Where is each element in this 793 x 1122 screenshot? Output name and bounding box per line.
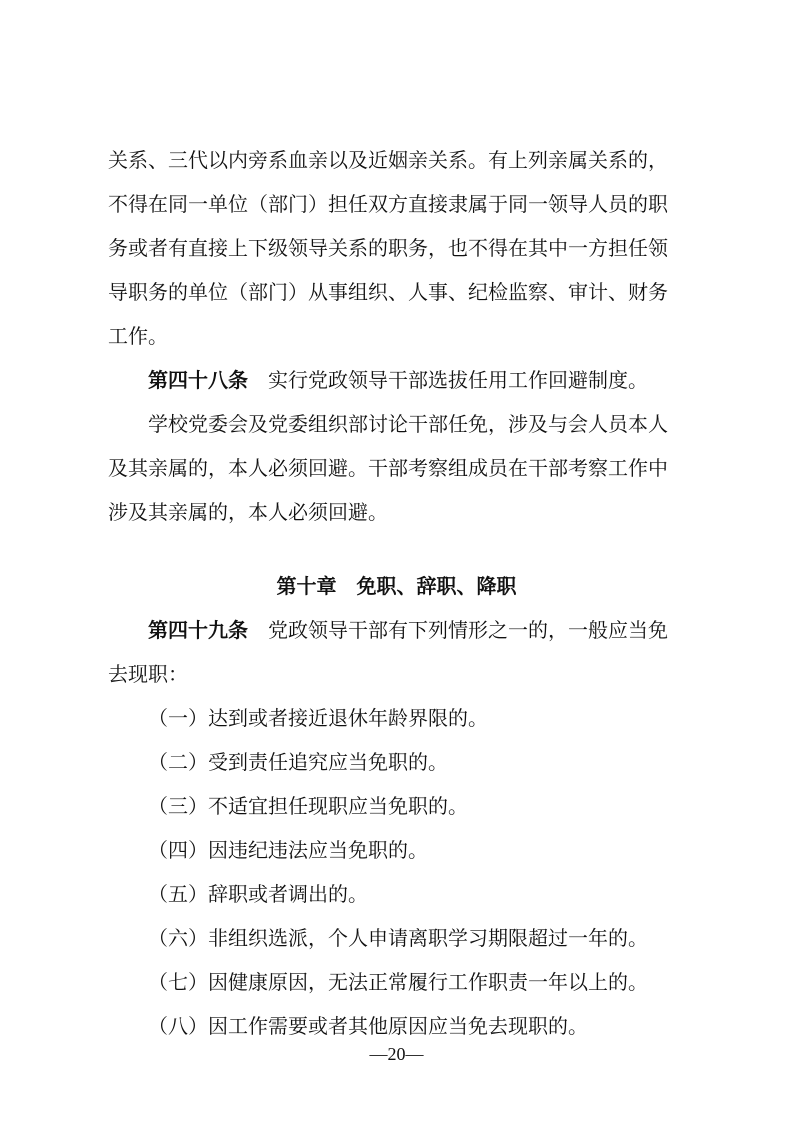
article-49-title: 第四十九条 <box>148 618 248 642</box>
list-item: （三）不适宜担任现职应当免职的。 <box>148 794 468 818</box>
list-item: （二）受到责任追究应当免职的。 <box>148 750 448 774</box>
text-line: 涉及其亲属的，本人必须回避。 <box>108 500 388 524</box>
text-line: 去现职： <box>108 662 188 686</box>
article-49-text: 党政领导干部有下列情形之一的，一般应当免 <box>268 618 668 642</box>
list-item: （八）因工作需要或者其他原因应当免去现职的。 <box>148 1014 588 1038</box>
list-item: （一）达到或者接近退休年龄界限的。 <box>148 706 488 730</box>
list-item: （七）因健康原因，无法正常履行工作职责一年以上的。 <box>148 970 648 994</box>
article-49 <box>148 616 668 644</box>
list-item: （四）因违纪违法应当免职的。 <box>148 838 428 862</box>
chapter-heading: 第十章 免职、辞职、降职 <box>276 574 517 598</box>
list-item: （六）非组织选派，个人申请离职学习期限超过一年的。 <box>148 926 648 950</box>
text-line: 务或者有直接上下级领导关系的职务，也不得在其中一方担任领 <box>108 236 668 260</box>
page-number: —20— <box>369 1044 424 1064</box>
text-line: 关系、三代以内旁系血亲以及近姻亲关系。有上列亲属关系的， <box>108 148 668 172</box>
list-item: （五）辞职或者调出的。 <box>148 882 368 906</box>
text-line: 不得在同一单位（部门）担任双方直接隶属于同一领导人员的职 <box>108 192 668 216</box>
article-48-title: 第四十八条 <box>148 368 248 392</box>
article-48-text: 实行党政领导干部选拔任用工作回避制度。 <box>268 368 648 392</box>
text-line: 工作。 <box>108 324 168 348</box>
text-line: 及其亲属的，本人必须回避。干部考察组成员在干部考察工作中 <box>108 456 668 480</box>
text-line: 学校党委会及党委组织部讨论干部任免，涉及与会人员本人 <box>148 412 668 436</box>
text-line: 导职务的单位（部门）从事组织、人事、纪检监察、审计、财务 <box>108 280 668 304</box>
article-48 <box>148 366 648 394</box>
